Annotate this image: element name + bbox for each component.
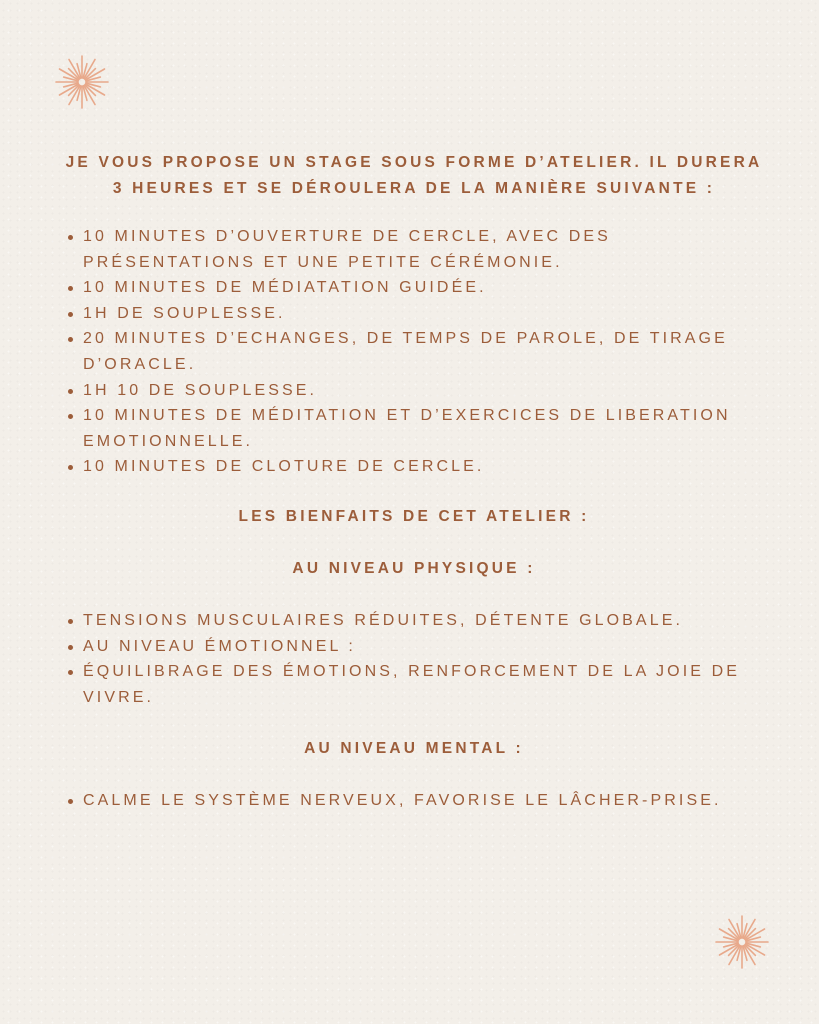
list-item: 10 MINUTES DE MÉDIATATION GUIDÉE. [62, 275, 766, 301]
benefits-heading: LES BIENFAITS DE CET ATELIER : [238, 507, 590, 525]
list-item: AU NIVEAU ÉMOTIONNEL : [62, 634, 766, 660]
list-item: 1H DE SOUPLESSE. [62, 301, 766, 327]
sunburst-icon [714, 914, 770, 970]
workshop-description [62, 150, 766, 814]
list-item: 10 MINUTES D’OUVERTURE DE CERCLE, AVEC DES PRÉSENTATIONS ET UNE PETITE CÉRÉMONIE. [62, 224, 766, 275]
mental-list [62, 788, 766, 814]
list-item: ÉQUILIBRAGE DES ÉMOTIONS, RENFORCEMENT DE LA JOIE DE VIVRE. [62, 659, 766, 710]
physical-list [62, 608, 766, 710]
list-item: 20 MINUTES D’ECHANGES, DE TEMPS DE PAROLE, DE TIRAGE D’ORACLE. [62, 326, 766, 377]
intro-heading: JE VOUS PROPOSE UN STAGE SOUS FORME D’ATELIER. IL DURERA 3 HEURES ET SE DÉROULERA DE LA MANIÈRE SUIVANTE : [65, 154, 763, 197]
list-item: TENSIONS MUSCULAIRES RÉDUITES, DÉTENTE GLOBALE. [62, 608, 766, 634]
list-item: CALME LE SYSTÈME NERVEUX, FAVORISE LE LÂCHER-PRISE. [62, 788, 766, 814]
schedule-list [62, 224, 766, 480]
physical-heading: AU NIVEAU PHYSIQUE : [292, 559, 536, 577]
list-item: 10 MINUTES DE MÉDITATION ET D’EXERCICES DE LIBERATION EMOTIONNELLE. [62, 403, 766, 454]
mental-heading: AU NIVEAU MENTAL : [304, 740, 524, 758]
sunburst-icon [54, 54, 110, 110]
list-item: 1H 10 DE SOUPLESSE. [62, 378, 766, 404]
list-item: 10 MINUTES DE CLOTURE DE CERCLE. [62, 454, 766, 480]
